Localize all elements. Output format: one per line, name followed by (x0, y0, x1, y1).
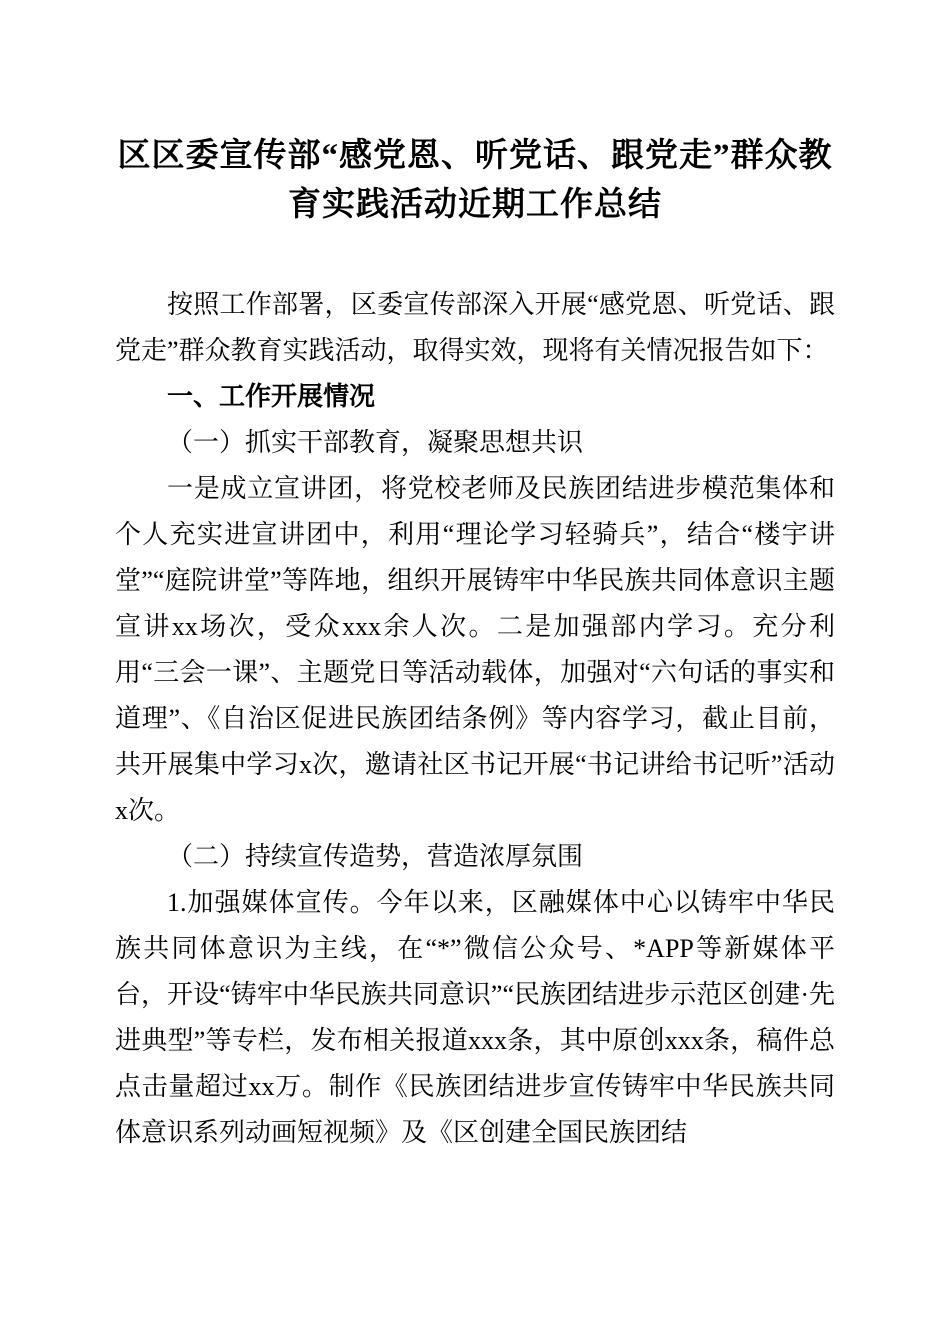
subsection-1-1-heading: （一）抓实干部教育，凝聚思想共识 (167, 428, 584, 457)
subsection-1-2-body: 1.加强媒体宣传。今年以来，区融媒体中心以铸牢中华民族共同体意识为主线，在“*”微信公众号、*APP等新媒体平台，开设“铸牢中华民族共同意识”“民族团结进步示范区创建·先进典型”等专栏，发布相关报道xxx条，其中原创xxx条，稿件总点击量超过xx万。制作《民族团结进步宣传铸牢中华民族共同体意识系列动画短视频》及《区创建全国民族团结 (115, 888, 835, 1147)
document-title: 区区委宣传部“感党恩、听党话、跟党走”群众教育实践活动近期工作总结 (117, 138, 833, 223)
subsection-1-2-heading: （二）持续宣传造势，营造浓厚氛围 (167, 842, 584, 871)
subsection-1-1-body: 一是成立宣讲团，将党校老师及民族团结进步模范集体和个人充实进宣讲团中，利用“理论学习轻骑兵”，结合“楼宇讲堂”“庭院讲堂”等阵地，组织开展铸牢中华民族共同体意识主题宣讲xx场次，受众xxx余人次。二是加强部内学习。充分利用“三会一课”、主题党日等活动载体，加强对“六句话的事实和道理”、《自治区促进民族团结条例》等内容学习，截止目前，共开展集中学习x次，邀请社区书记开展“书记讲给书记听”活动x次。 (115, 474, 835, 825)
section-1-heading: 一、工作开展情况 (167, 382, 376, 411)
intro-paragraph: 按照工作部署，区委宣传部深入开展“感党恩、听党话、跟党走”群众教育实践活动，取得实效，现将有关情况报告如下： (115, 290, 835, 365)
